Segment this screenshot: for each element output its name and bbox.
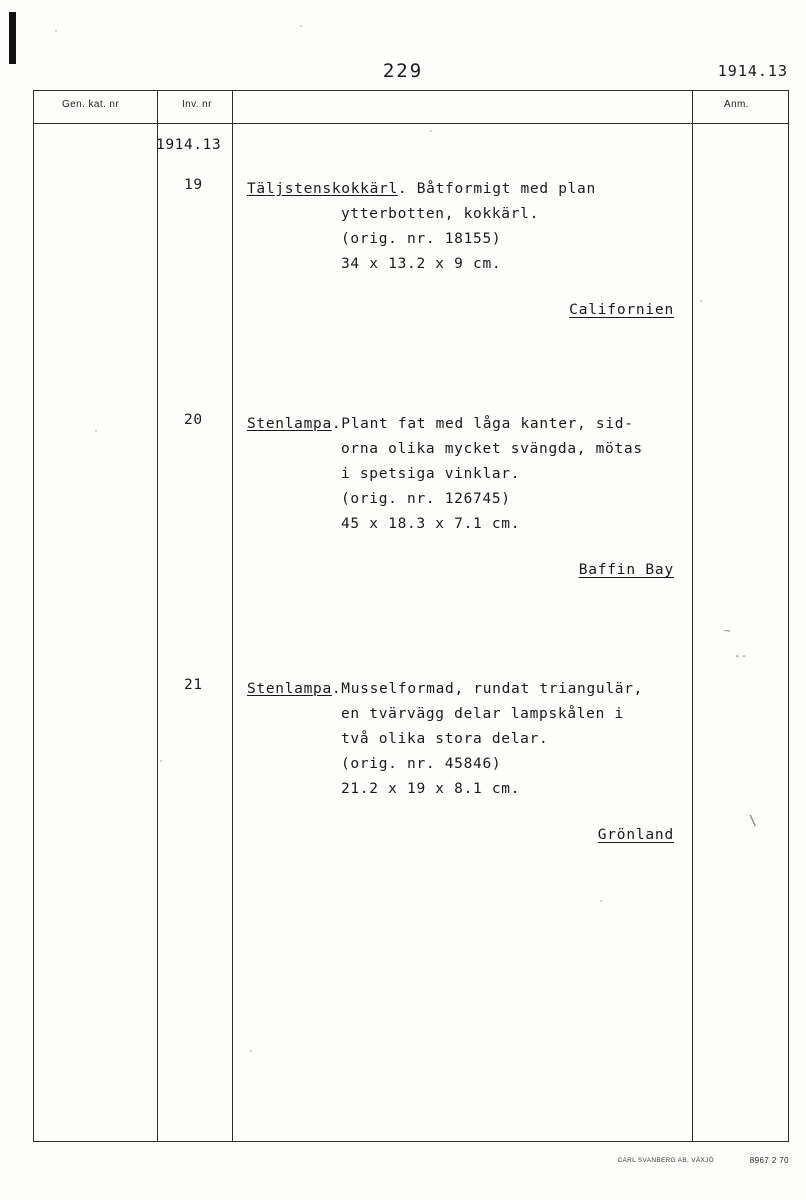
binding-mark: [9, 12, 16, 64]
speckle: [55, 30, 57, 32]
margin-mark: ~: [724, 624, 731, 637]
group-label: 1914.13: [156, 137, 222, 153]
page-number: 229: [382, 60, 424, 82]
entry-line-text: .Plant fat med låga kanter, sid-: [331, 416, 634, 432]
speckle: [95, 430, 97, 432]
entry-description: [247, 677, 687, 802]
column-header-anm: Anm.: [724, 99, 749, 110]
margin-mark: --: [734, 649, 748, 662]
catalog-table: [33, 90, 789, 1142]
entry-line: [247, 177, 687, 202]
printer-credit: CARL SVANBERG AB, VÄXJÖ: [617, 1157, 714, 1164]
entry-description: [247, 412, 687, 537]
entry-line: orna olika mycket svängda, mötas: [341, 441, 643, 457]
speckle: [250, 1050, 252, 1052]
entry-description: [247, 177, 687, 277]
entry-line: 45 x 18.3 x 7.1 cm.: [341, 516, 521, 532]
entry-inv-nr: 21: [184, 677, 203, 693]
entry-line: en tvärvägg delar lampskålen i: [341, 706, 624, 722]
speckle: [600, 900, 602, 902]
entry-keyword: Täljstenskokkärl: [247, 181, 398, 197]
entry-line: [247, 677, 687, 702]
entry-line-text: .Musselformad, rundat triangulär,: [331, 681, 644, 697]
speckle: [700, 300, 702, 302]
entry-line: två olika stora delar.: [341, 731, 549, 747]
speckle: [430, 130, 432, 132]
entry-place: Grönland: [597, 827, 674, 843]
entry-inv-nr: 19: [184, 177, 203, 193]
speckle: [300, 25, 302, 27]
entry-line: 21.2 x 19 x 8.1 cm.: [341, 781, 521, 797]
printer-code: 8967 2 70: [749, 1156, 789, 1165]
entry-line: i spetsiga vinklar.: [341, 466, 521, 482]
column-header-gen-kat-nr: Gen. kat. nr: [62, 99, 120, 110]
entry-keyword: Stenlampa: [247, 416, 332, 432]
entry-inv-nr: 20: [184, 412, 203, 428]
entry-line: [247, 412, 687, 437]
entry-place: Baffin Bay: [578, 562, 674, 578]
entry-place: Californien: [569, 302, 674, 318]
entry-keyword: Stenlampa: [247, 681, 332, 697]
entry-line: (orig. nr. 126745): [341, 491, 511, 507]
speckle: [160, 760, 162, 762]
entry-line: ytterbotten, kokkärl.: [341, 206, 540, 222]
entry-line: (orig. nr. 18155): [341, 231, 502, 247]
table-body: [34, 124, 788, 1141]
entry-line: (orig. nr. 45846): [341, 756, 502, 772]
column-header-inv-nr: Inv. nr: [182, 99, 212, 110]
entry-line-text: . Båtformigt med plan: [397, 181, 596, 197]
catalog-number-header: 1914.13: [717, 62, 788, 80]
margin-mark: \: [749, 814, 757, 829]
entry-line: 34 x 13.2 x 9 cm.: [341, 256, 502, 272]
